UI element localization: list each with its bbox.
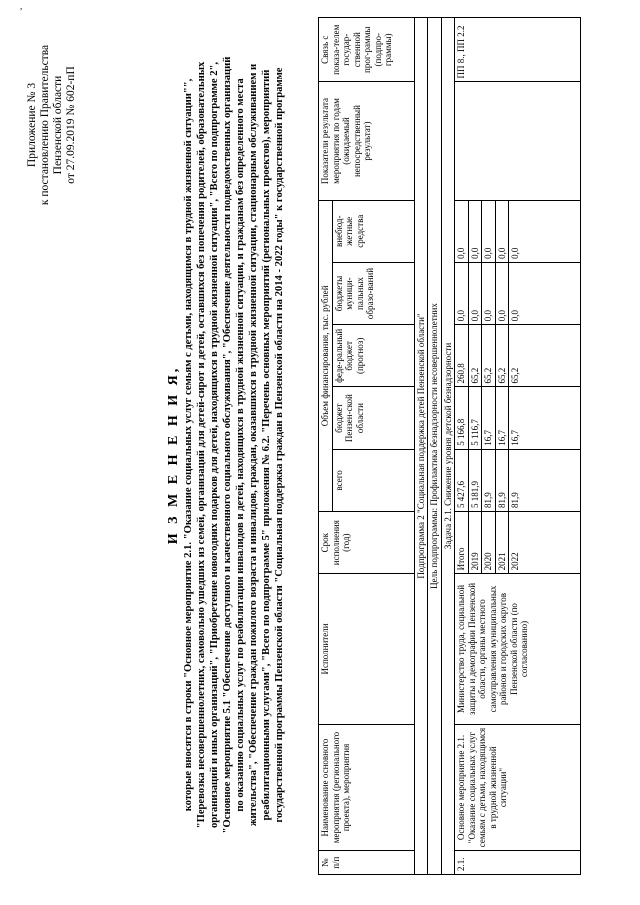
cell-regional: 16,7 xyxy=(495,387,509,449)
header-term: Срок исполнения (год) xyxy=(319,512,415,574)
cell-total: 5 427,6 xyxy=(455,449,469,511)
appendix-block xyxy=(26,25,78,225)
cell-federal: 65,2 xyxy=(495,325,509,387)
cell-total: 81,9 xyxy=(482,449,496,511)
cell-term: 2020 xyxy=(482,512,496,574)
margin-mark: , xyxy=(20,1,23,11)
cell-term: Итого xyxy=(455,512,469,574)
row-link: ПП 8., ПП 2.2 xyxy=(455,18,581,82)
cell-federal: 65,2 xyxy=(468,325,482,387)
cell-regional: 5 166,8 xyxy=(455,387,469,449)
appendix-region: Пензенской области xyxy=(52,75,64,175)
document-title: И З М Е Н Е Н И Я, xyxy=(166,365,181,545)
cell-municipal: 0,0 xyxy=(495,262,509,324)
cell-municipal: 0,0 xyxy=(509,262,581,324)
header-funding: Объем финансирования, тыс. рублей xyxy=(319,200,333,511)
cell-offbudget: 0,0 xyxy=(495,200,509,262)
header-exec: Исполнители xyxy=(319,574,415,724)
header-name: Наименование основного мероприятия (регионального проекта), мероприятия xyxy=(319,724,415,851)
header-regional: бюджет Пензен-ской области xyxy=(332,387,414,449)
cell-regional: 5 116,7 xyxy=(468,387,482,449)
header-federal: феде-ральный бюджет (прогноз) xyxy=(332,325,414,387)
subprogram-row xyxy=(414,18,428,875)
cell-federal: 65,2 xyxy=(509,325,581,387)
cell-regional: 16,7 xyxy=(482,387,496,449)
table-header-row xyxy=(319,18,333,875)
cell-term: 2022 xyxy=(509,512,581,574)
cell-total: 5 181,9 xyxy=(468,449,482,511)
row-name: Основное мероприятие 2.1. "Оказание социальных услуг семьям с детьми, находящимся в трудной жизненной ситуации" xyxy=(455,724,581,851)
header-total: всего xyxy=(332,449,414,511)
header-offbudget: внебюд-жетные средства xyxy=(332,200,414,262)
row-exec: Министерство труда, социальной защиты и демографии Пензенской области, органы местного самоуправления муниципальных районов и городских округов Пензенской области (по согласованию) xyxy=(455,574,581,724)
cell-municipal: 0,0 xyxy=(455,262,469,324)
cell-regional: 16,7 xyxy=(509,387,581,449)
cell-municipal: 0,0 xyxy=(482,262,496,324)
cell-federal: 260,8 xyxy=(455,325,469,387)
cell-federal: 65,2 xyxy=(482,325,496,387)
goal-text: Цель подпрограммы: Профилактика безнадзорности несовершеннолетних xyxy=(428,18,442,875)
cell-offbudget: 0,0 xyxy=(509,200,581,262)
cell-term: 2019 xyxy=(468,512,482,574)
row-num: 2.1. xyxy=(455,851,581,875)
header-municipal: бюджеты муници-пальных образо-ваний xyxy=(332,262,414,324)
changes-table xyxy=(318,17,581,875)
appendix-date: от 27.09.2019 № 602-пП xyxy=(65,66,77,184)
task-row xyxy=(441,18,455,875)
cell-offbudget: 0,0 xyxy=(482,200,496,262)
cell-indicator xyxy=(455,82,581,200)
header-link: Связь с показа-телем государ-ственной прог-раммы (подпро-граммы) xyxy=(319,18,415,82)
cell-total: 81,9 xyxy=(495,449,509,511)
task-text: Задача 2.1. Снижение уровня детской безнадзорности xyxy=(441,18,455,875)
header-indicator: Показатели результата мероприятия по годам (ожидаемый непосредственный результат) xyxy=(319,82,415,200)
document-intro: которые вносятся в строки "Основное мероприятие 2.1. "Оказание социальных услуг семьям с детьми, находящимся в трудной жизненной ситуации"", "Перевозка несовершеннолетних, самовольно ушедших из семей, организаций для детей-сирот и детей, оставшихся без попечения родителей, образовательных организаций и иных организаций", "Приобретение новогодних подарков для детей, находящихся в трудной жизненной ситуации", "Всего по подпрограмме 2", "Основное мероприятие 5.1 "Обеспечение доступного и качественного социального обслуживания", "Обеспечение деятельности подведомственных организаций по оказанию социальных услуг по реабилитации инвалидов и детей, находящихся в трудной жизненной ситуации, и гражданам без определенного места жительства", "Обеспечение граждан пожилого возраста и инвалидов, граждан, оказавшихся в трудной жизненной ситуации, стационарным обслуживанием и реабилитационными услугами", "Всего по подпрограмме 5" приложения № 6.2. "Перечень основных мероприятий (региональных проектов), мероприятий государственной программы Пензенской области "Социальная поддержка граждан в Пензенской области на 2014 - 2022 годы" к государственной программе xyxy=(183,56,285,834)
cell-term: 2021 xyxy=(495,512,509,574)
header-num: № п/п xyxy=(319,851,415,875)
table-row xyxy=(455,18,469,875)
cell-total: 81,9 xyxy=(509,449,581,511)
cell-offbudget: 0,0 xyxy=(455,200,469,262)
cell-municipal: 0,0 xyxy=(468,262,482,324)
goal-row xyxy=(428,18,442,875)
appendix-number: Приложение № 3 xyxy=(26,82,38,168)
cell-offbudget: 0,0 xyxy=(468,200,482,262)
appendix-ref: к постановлению Правительства xyxy=(39,44,51,206)
subprogram-title: Подпрограмма 2 "Социальная поддержка детей Пензенской области" xyxy=(414,18,428,875)
